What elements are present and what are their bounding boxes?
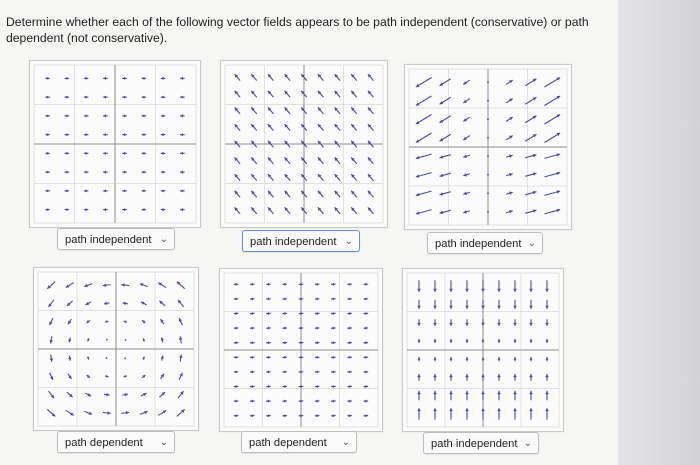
- vector-arrowhead: [234, 370, 237, 373]
- vector-arrowhead: [84, 189, 87, 192]
- vector-arrowhead: [234, 312, 237, 315]
- vector-arrowhead: [122, 208, 125, 211]
- vector-arrowhead: [103, 189, 106, 192]
- chevron-down-icon: ⌄: [159, 437, 168, 448]
- vector-arrowhead: [122, 114, 125, 117]
- vector-arrowhead: [417, 289, 421, 292]
- vector-arrowhead: [513, 289, 517, 292]
- vector-arrowhead: [449, 391, 453, 394]
- vector-arrowhead: [315, 283, 318, 286]
- vector-arrowhead: [142, 77, 145, 80]
- vector-arrowhead: [65, 171, 68, 174]
- vector-arrowhead: [234, 385, 237, 388]
- vector-arrowhead: [449, 323, 453, 326]
- vector-arrowhead: [122, 152, 125, 155]
- vector-arrowhead: [315, 385, 318, 388]
- vector-arrowhead: [142, 189, 145, 192]
- answer-select-e[interactable]: [241, 431, 357, 453]
- vector-arrowhead: [497, 323, 501, 326]
- vector-arrowhead: [417, 306, 421, 309]
- vector-arrowhead: [161, 133, 164, 136]
- vector-arrowhead: [142, 114, 145, 117]
- answer-select-c[interactable]: [427, 232, 543, 254]
- vector-arrowhead: [315, 414, 318, 417]
- answer-select-a-value: path independent: [65, 234, 152, 246]
- chevron-down-icon: ⌄: [159, 234, 168, 245]
- vector-arrowhead: [465, 408, 469, 411]
- vector-arrowhead: [266, 327, 269, 330]
- vector-arrowhead: [545, 289, 549, 292]
- vector-arrowhead: [497, 374, 501, 377]
- vector-arrowhead: [529, 289, 533, 292]
- vector-arrowhead: [331, 400, 334, 403]
- vector-arrowhead: [103, 171, 106, 174]
- vector-arrow: [487, 118, 489, 120]
- vector-arrowhead: [122, 133, 125, 136]
- vector-arrowhead: [545, 374, 549, 377]
- vector-arrowhead: [180, 133, 183, 136]
- vector-arrow: [487, 211, 489, 213]
- vector-arrowhead: [142, 96, 145, 99]
- vector-arrowhead: [331, 297, 334, 300]
- vector-arrowhead: [449, 374, 453, 377]
- vector-arrowhead: [234, 356, 237, 359]
- vector-arrowhead: [266, 341, 269, 344]
- vector-arrowhead: [283, 297, 286, 300]
- vector-arrowhead: [482, 357, 485, 360]
- vector-arrowhead: [266, 414, 269, 417]
- vector-field-svg-c: [405, 65, 571, 229]
- vector-arrowhead: [529, 408, 533, 411]
- vector-arrowhead: [529, 391, 533, 394]
- vector-arrowhead: [315, 356, 318, 359]
- vector-arrowhead: [45, 133, 48, 136]
- vector-arrowhead: [180, 77, 183, 80]
- vector-arrowhead: [299, 414, 302, 417]
- vector-arrow: [487, 192, 489, 194]
- vector-arrowhead: [65, 189, 68, 192]
- vector-arrowhead: [161, 208, 164, 211]
- vector-arrowhead: [234, 327, 237, 330]
- vector-arrowhead: [180, 96, 183, 99]
- answer-select-b[interactable]: [242, 230, 360, 252]
- vector-arrowhead: [315, 400, 318, 403]
- vector-arrow: [487, 155, 489, 157]
- vector-arrowhead: [418, 340, 421, 343]
- vector-arrowhead: [84, 114, 87, 117]
- vector-arrowhead: [433, 374, 437, 377]
- vector-arrowhead: [283, 370, 286, 373]
- vector-arrowhead: [449, 306, 453, 309]
- vector-arrowhead: [481, 408, 485, 411]
- vector-arrowhead: [65, 133, 68, 136]
- vector-arrowhead: [142, 152, 145, 155]
- vector-arrowhead: [84, 96, 87, 99]
- vector-arrowhead: [299, 327, 302, 330]
- vector-arrowhead: [84, 77, 87, 80]
- vector-arrowhead: [364, 385, 367, 388]
- answer-select-b-value: path independent: [250, 236, 337, 248]
- vector-arrowhead: [266, 385, 269, 388]
- vector-arrowhead: [250, 312, 253, 315]
- answer-select-f[interactable]: [423, 432, 539, 454]
- vector-arrowhead: [234, 283, 237, 286]
- vector-arrowhead: [331, 356, 334, 359]
- vector-arrowhead: [450, 357, 453, 360]
- vector-arrowhead: [465, 323, 469, 326]
- vector-arrowhead: [481, 391, 485, 394]
- vector-field-svg-b: [221, 61, 387, 227]
- vector-arrowhead: [180, 171, 183, 174]
- vector-arrowhead: [234, 400, 237, 403]
- vector-arrow: [487, 174, 489, 176]
- vector-arrowhead: [283, 341, 286, 344]
- vector-arrowhead: [465, 289, 469, 292]
- vector-arrowhead: [449, 408, 453, 411]
- vector-arrow: [487, 100, 489, 102]
- vector-arrowhead: [299, 297, 302, 300]
- vector-arrowhead: [465, 374, 469, 377]
- vector-arrowhead: [45, 189, 48, 192]
- vector-arrowhead: [180, 208, 183, 211]
- vector-arrowhead: [283, 327, 286, 330]
- vector-arrowhead: [417, 408, 421, 411]
- vector-arrowhead: [142, 133, 145, 136]
- vector-arrowhead: [497, 306, 501, 309]
- vector-arrowhead: [315, 312, 318, 315]
- vector-arrowhead: [65, 77, 68, 80]
- chevron-down-icon: ⌄: [523, 438, 532, 449]
- vector-arrowhead: [364, 414, 367, 417]
- vector-arrowhead: [433, 289, 437, 292]
- vector-arrowhead: [433, 391, 437, 394]
- vector-arrowhead: [180, 152, 183, 155]
- vector-arrowhead: [545, 391, 549, 394]
- vector-arrowhead: [161, 152, 164, 155]
- vector-arrowhead: [250, 385, 253, 388]
- vector-arrowhead: [498, 340, 501, 343]
- vector-arrowhead: [250, 341, 253, 344]
- vector-arrowhead: [250, 414, 253, 417]
- vector-arrowhead: [546, 340, 549, 343]
- vector-arrowhead: [299, 370, 302, 373]
- vector-arrowhead: [418, 357, 421, 360]
- vector-arrowhead: [347, 370, 350, 373]
- vector-arrowhead: [513, 306, 517, 309]
- vector-arrowhead: [481, 374, 485, 377]
- vector-arrowhead: [364, 297, 367, 300]
- vector-arrowhead: [299, 283, 302, 286]
- vector-arrowhead: [434, 340, 437, 343]
- vector-arrowhead: [84, 171, 87, 174]
- vector-arrowhead: [103, 114, 106, 117]
- vector-arrowhead: [449, 289, 453, 292]
- vector-arrowhead: [331, 341, 334, 344]
- vector-arrowhead: [450, 340, 453, 343]
- vector-arrowhead: [545, 408, 549, 411]
- vector-arrowhead: [465, 391, 469, 394]
- vector-arrowhead: [481, 323, 485, 326]
- vector-arrowhead: [513, 374, 517, 377]
- vector-arrowhead: [530, 357, 533, 360]
- vector-arrowhead: [315, 297, 318, 300]
- vector-arrowhead: [433, 323, 437, 326]
- vector-arrowhead: [161, 96, 164, 99]
- vector-arrowhead: [315, 370, 318, 373]
- vector-arrowhead: [122, 96, 125, 99]
- vector-arrowhead: [364, 356, 367, 359]
- vector-arrowhead: [417, 391, 421, 394]
- vector-arrowhead: [417, 374, 421, 377]
- vector-arrowhead: [142, 208, 145, 211]
- vector-arrowhead: [65, 152, 68, 155]
- vector-arrowhead: [283, 385, 286, 388]
- vector-field-svg-d: [34, 268, 198, 430]
- vector-field-svg-a: [30, 61, 200, 227]
- vector-arrowhead: [481, 306, 485, 309]
- vector-arrowhead: [513, 391, 517, 394]
- vector-arrow: [487, 137, 489, 139]
- vector-arrowhead: [84, 133, 87, 136]
- vector-arrowhead: [283, 356, 286, 359]
- vector-arrowhead: [122, 189, 125, 192]
- vector-arrowhead: [266, 297, 269, 300]
- vector-arrowhead: [331, 414, 334, 417]
- vector-arrowhead: [161, 171, 164, 174]
- chevron-down-icon: ⌄: [344, 236, 353, 247]
- vector-arrowhead: [482, 340, 485, 343]
- vector-arrowhead: [250, 400, 253, 403]
- vector-field-plot-b: [220, 60, 388, 228]
- vector-arrowhead: [103, 152, 106, 155]
- vector-arrowhead: [122, 171, 125, 174]
- vector-arrowhead: [161, 114, 164, 117]
- vector-arrowhead: [266, 312, 269, 315]
- vector-field-plot-c: [404, 64, 572, 230]
- vector-arrowhead: [331, 312, 334, 315]
- vector-field-svg-f: [403, 269, 563, 431]
- vector-arrowhead: [122, 77, 125, 80]
- vector-arrowhead: [364, 327, 367, 330]
- vector-field-plot-f: [402, 268, 564, 432]
- vector-arrowhead: [180, 114, 183, 117]
- vector-arrowhead: [466, 357, 469, 360]
- vector-arrowhead: [250, 370, 253, 373]
- vector-arrowhead: [266, 400, 269, 403]
- vector-arrowhead: [299, 400, 302, 403]
- vector-arrowhead: [347, 385, 350, 388]
- vector-arrowhead: [529, 323, 533, 326]
- vector-arrowhead: [417, 323, 421, 326]
- answer-select-a[interactable]: [57, 228, 175, 250]
- vector-arrowhead: [347, 312, 350, 315]
- vector-arrowhead: [234, 341, 237, 344]
- vector-arrowhead: [433, 408, 437, 411]
- vector-arrowhead: [250, 356, 253, 359]
- vector-arrowhead: [315, 327, 318, 330]
- vector-arrowhead: [497, 391, 501, 394]
- vector-arrowhead: [331, 370, 334, 373]
- vector-arrowhead: [65, 96, 68, 99]
- vector-arrowhead: [364, 341, 367, 344]
- vector-arrowhead: [299, 312, 302, 315]
- vector-arrowhead: [364, 370, 367, 373]
- vector-arrowhead: [514, 340, 517, 343]
- vector-arrowhead: [234, 414, 237, 417]
- vector-arrowhead: [45, 171, 48, 174]
- vector-arrowhead: [331, 283, 334, 286]
- vector-arrowhead: [45, 208, 48, 211]
- vector-arrowhead: [347, 400, 350, 403]
- vector-field-plot-e: [219, 268, 383, 432]
- vector-arrowhead: [65, 208, 68, 211]
- question-text: Determine whether each of the following vector fields appears to be path independent (conservative) or path dependent (not conservative).: [6, 15, 589, 45]
- vector-arrowhead: [283, 414, 286, 417]
- vector-arrowhead: [266, 356, 269, 359]
- vector-field-svg-e: [220, 269, 382, 431]
- vector-arrowhead: [161, 189, 164, 192]
- vector-arrowhead: [331, 327, 334, 330]
- vector-arrowhead: [364, 283, 367, 286]
- vector-arrowhead: [180, 189, 183, 192]
- vector-arrowhead: [545, 306, 549, 309]
- vector-arrowhead: [299, 341, 302, 344]
- vector-arrowhead: [347, 283, 350, 286]
- vector-arrowhead: [466, 340, 469, 343]
- vector-arrowhead: [45, 96, 48, 99]
- vector-arrowhead: [514, 357, 517, 360]
- vector-arrowhead: [497, 408, 501, 411]
- answer-select-e-value: path dependent: [249, 437, 327, 449]
- vector-arrowhead: [250, 327, 253, 330]
- vector-arrowhead: [283, 400, 286, 403]
- vector-arrowhead: [103, 77, 106, 80]
- vector-arrowhead: [529, 374, 533, 377]
- vector-arrowhead: [266, 370, 269, 373]
- vector-arrowhead: [65, 114, 68, 117]
- vector-arrowhead: [315, 341, 318, 344]
- vector-arrowhead: [364, 400, 367, 403]
- vector-arrowhead: [283, 312, 286, 315]
- chevron-down-icon: ⌄: [527, 238, 536, 249]
- vector-field-plot-a: [29, 60, 201, 228]
- answer-select-d-value: path dependent: [65, 437, 143, 449]
- vector-arrowhead: [434, 357, 437, 360]
- vector-arrowhead: [347, 341, 350, 344]
- vector-arrowhead: [161, 77, 164, 80]
- vector-arrowhead: [347, 297, 350, 300]
- vector-arrowhead: [545, 323, 549, 326]
- vector-arrowhead: [331, 385, 334, 388]
- vector-arrowhead: [103, 96, 106, 99]
- vector-arrowhead: [45, 152, 48, 155]
- vector-arrowhead: [513, 323, 517, 326]
- vector-arrowhead: [546, 357, 549, 360]
- vector-arrowhead: [364, 312, 367, 315]
- vector-arrowhead: [84, 152, 87, 155]
- vector-arrowhead: [347, 327, 350, 330]
- vector-arrowhead: [529, 306, 533, 309]
- answer-select-d[interactable]: [57, 431, 175, 453]
- vector-arrowhead: [513, 408, 517, 411]
- vector-arrowhead: [45, 77, 48, 80]
- vector-arrowhead: [142, 171, 145, 174]
- vector-arrowhead: [103, 208, 106, 211]
- chevron-down-icon: ⌄: [341, 437, 350, 448]
- vector-arrowhead: [84, 208, 87, 211]
- vector-arrowhead: [299, 385, 302, 388]
- vector-arrow: [487, 81, 489, 83]
- vector-arrowhead: [283, 283, 286, 286]
- vector-arrowhead: [530, 340, 533, 343]
- vector-arrowhead: [497, 289, 501, 292]
- vector-arrowhead: [250, 283, 253, 286]
- vector-arrowhead: [481, 289, 485, 292]
- vector-arrowhead: [299, 356, 302, 359]
- vector-arrowhead: [347, 356, 350, 359]
- vector-arrowhead: [266, 283, 269, 286]
- vector-arrowhead: [45, 114, 48, 117]
- vector-arrowhead: [347, 414, 350, 417]
- vector-arrowhead: [250, 297, 253, 300]
- vector-arrowhead: [433, 306, 437, 309]
- vector-arrowhead: [234, 297, 237, 300]
- vector-field-plot-d: [33, 267, 199, 431]
- answer-select-f-value: path independent: [431, 438, 518, 450]
- vector-arrowhead: [498, 357, 501, 360]
- background-edge: [618, 0, 700, 465]
- answer-select-c-value: path independent: [435, 238, 522, 250]
- vector-arrowhead: [465, 306, 469, 309]
- vector-arrowhead: [103, 133, 106, 136]
